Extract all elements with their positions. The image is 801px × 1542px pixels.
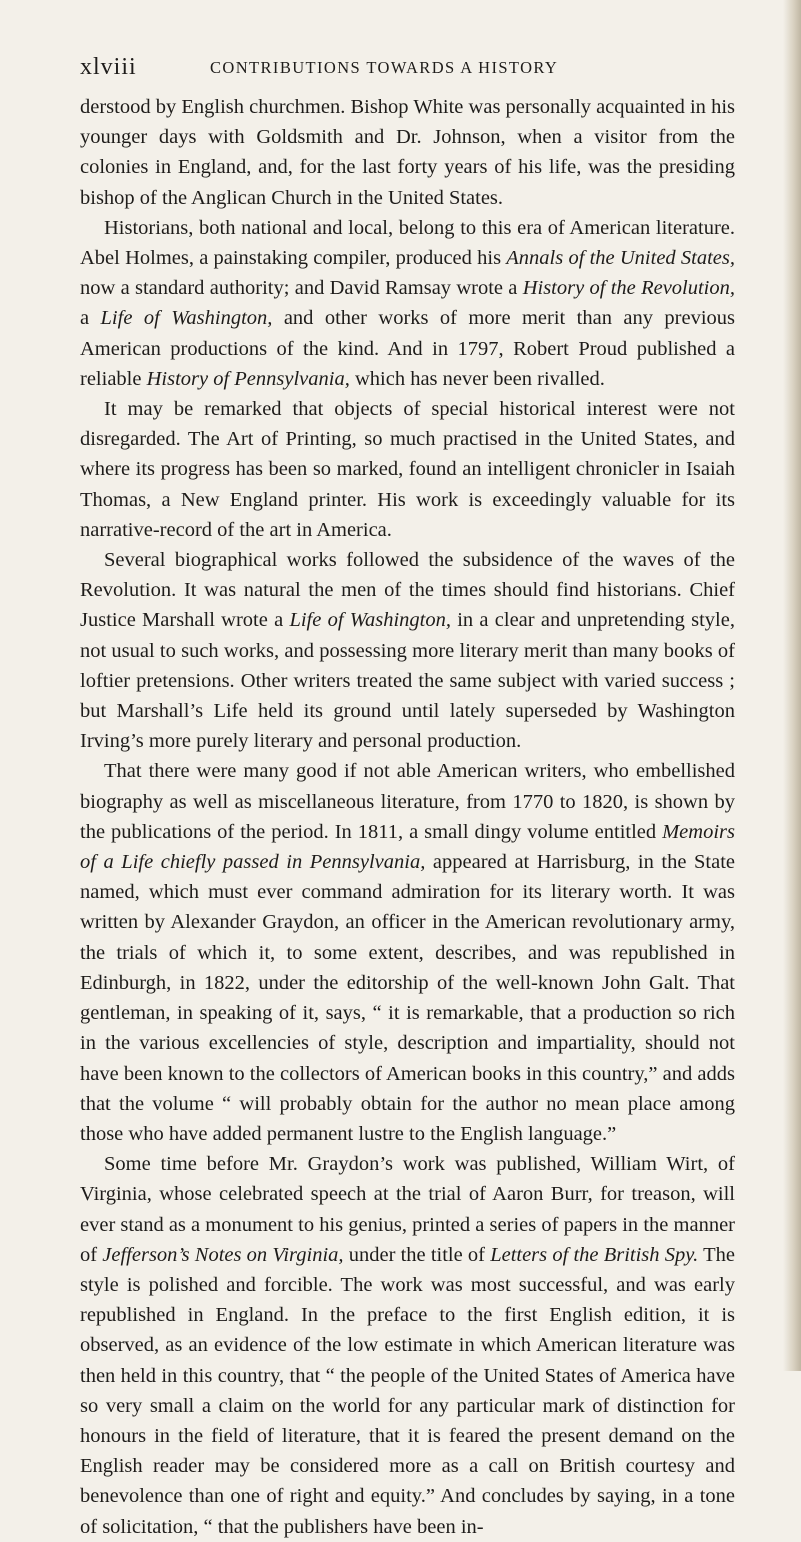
page-number: xlviii: [80, 54, 137, 80]
text-run: in a clear and unpretending style, not usual to such works, and possessing more literary merit than many books of loftier pretensions. Other writers treated the same subject with varied success ; but Marshall’s Life held its ground until lately superseded by Washington Irving’s more purely literary and personal production.: [80, 609, 735, 753]
text-run: under the title of: [343, 1243, 491, 1266]
paragraph: [80, 394, 735, 545]
italic-title: Letters of the British Spy.: [490, 1243, 699, 1266]
italic-title: Annals of the United States,: [506, 247, 735, 270]
italic-title: Life of Washington,: [289, 609, 451, 632]
text-run: now a standard authority; and David Ramsay wrote a: [80, 277, 523, 300]
text-run: derstood by English churchmen. Bishop White was personally acquainted in his younger days with Goldsmith and Dr. Johnson, when a visitor from the colonies in England, and, for the last forty years of his life, was the presiding bishop of the Anglican Church in the United States.: [80, 96, 735, 209]
page-header: [80, 54, 740, 90]
paragraph: [80, 756, 735, 1149]
paragraph: [80, 1149, 735, 1542]
text-run: which has never been rivalled.: [349, 367, 605, 390]
text-run: appeared at Harrisburg, in the State named, which must ever command admiration for its literary worth. It was written by Alexander Graydon, an officer in the American revolutionary army, the trials of which it, to some extent, describes, and was republished in Edinburgh, in 1822, under the editorship of the well-known John Galt. That gentleman, in speaking of it, says, “ it is remarkable, that a production so rich in the various excellencies of style, description and impartiality, should not have been known to the collectors of American books in this country,” and adds that the volume “ will probably obtain for the author no mean place among those who have added permanent lustre to the English language.”: [80, 851, 735, 1145]
body-text: [80, 92, 735, 1542]
text-run: Historians, both national and local, belong to this era of American literature. Abel Holmes, a painstaking compiler, produced his: [80, 216, 735, 270]
italic-title: History of the Revolution,: [522, 277, 735, 300]
italic-title: Memoirs of a Life chiefly passed in Pennsylvania,: [80, 820, 735, 874]
text-run: It may be remarked that objects of special historical interest were not disregarded. The Art of Printing, so much practised in the United States, and where its progress has been so marked, found an intelligent chronicler in Isaiah Thomas, a New England printer. His work is exceedingly valuable for its narrative-record of the art in America.: [80, 398, 735, 541]
page-edge-shadow: [783, 0, 801, 1371]
italic-title: History of Pennsylvania,: [146, 367, 350, 390]
text-run: and other works of more merit than any previous American productions of the kind. And in 1797, Robert Proud published a reliable: [80, 307, 735, 390]
running-head: CONTRIBUTIONS TOWARDS A HISTORY: [210, 58, 559, 77]
paragraph: [80, 92, 735, 213]
paragraph: [80, 213, 735, 394]
paragraph: [80, 545, 735, 756]
text-run: Several biographical works followed the subsidence of the waves of the Revolution. It was natural the men of the times should find historians. Chief Justice Marshall wrote a: [80, 549, 735, 632]
text-run: That there were many good if not able American writers, who embellished biography as well as miscellaneous literature, from 1770 to 1820, is shown by the publications of the period. In 1811, a small dingy volume entitled: [80, 760, 735, 843]
text-run: Some time before Mr. Graydon’s work was published, William Wirt, of Virginia, whose celebrated speech at the trial of Aaron Burr, for treason, will ever stand as a monument to his genius, printed a series of papers in the manner of: [80, 1153, 735, 1266]
italic-title: Jefferson’s Notes on Virginia,: [102, 1243, 344, 1266]
text-run: a: [80, 307, 101, 330]
italic-title: Life of Washington,: [100, 307, 273, 330]
text-run: The style is polished and forcible. The work was most successful, and was early republished in England. In the preface to the first English edition, it is observed, as an evidence of the low estimate in which American literature was then held in this country, that “ the people of the United States of America have so very small a claim on the world for any particular mark of distinction for honours in the field of literature, that it is feared the present demand on the English reader may be considered more as a call on British courtesy and benevolence than one of right and equity.” And concludes by saying, in a tone of solicitation, “ that the publishers have been in-: [80, 1243, 736, 1538]
